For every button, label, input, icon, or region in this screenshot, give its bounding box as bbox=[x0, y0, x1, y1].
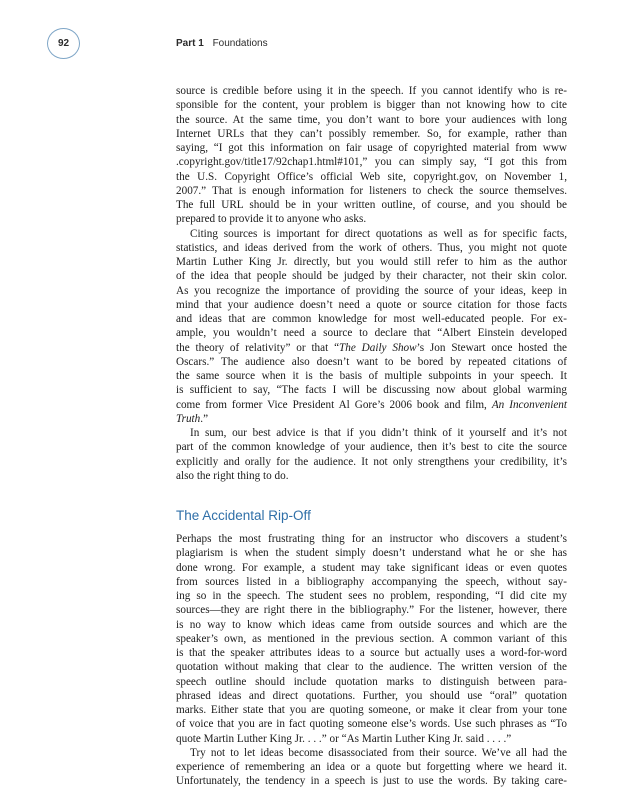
text-line: speech outline should include quotation marks to distinguish between para- bbox=[176, 675, 567, 688]
text-line: quote Martin Luther King Jr. . . .” or “As Martin Luther King Jr. said . . . .” bbox=[176, 732, 512, 745]
text-run: the theory of relativity” or that “ bbox=[176, 341, 340, 354]
text-line: phrased ideas and direct quotations. Further, you should use “oral” quotation bbox=[176, 689, 567, 702]
text-line: of voice that you are in fact quoting someone else’s words. Use such phrases as “To bbox=[176, 718, 567, 731]
text-line: experience of remembering an idea or a quote but forgetting where we heard it. bbox=[176, 761, 567, 773]
text-line: mind that your audience doesn’t need a quote or source citation for those facts bbox=[176, 298, 567, 311]
text-line: Internet URLs that they can’t possibly remember. So, for example, rather than bbox=[176, 127, 567, 140]
italic-title: The Daily Show bbox=[339, 341, 417, 354]
running-head bbox=[176, 38, 268, 49]
text-line: As you recognize the importance of providing the source of your ideas, keep in bbox=[176, 284, 567, 297]
text-line: part of the common knowledge of your audience, then it’s best to cite the source bbox=[176, 441, 567, 454]
page-number-badge bbox=[47, 28, 80, 59]
part-title: Foundations bbox=[212, 38, 268, 49]
text-line: is that the speaker attributes ideas to a source but actually uses a word-for-word bbox=[176, 647, 567, 659]
body-text-block-2 bbox=[176, 532, 567, 789]
text-line: also the right thing to do. bbox=[176, 469, 289, 482]
text-line: quotation without making that clear to the audience. The written version of the bbox=[176, 661, 567, 674]
text-line: the source. At the same time, you don’t want to bore your audiences with long bbox=[176, 113, 567, 126]
text-line: done wrong. For example, a student may take significant ideas or even quotes bbox=[176, 561, 567, 574]
text-line: sources—they are right there in the bibliography.” For the listener, however, there bbox=[176, 604, 567, 617]
text-line: Perhaps the most frustrating thing for an instructor who discovers a student’s bbox=[176, 533, 567, 545]
text-line: the same source when it is the basis of multiple subpoints in your speech. It bbox=[176, 370, 567, 382]
text-line bbox=[176, 398, 567, 412]
text-line bbox=[176, 412, 567, 426]
text-line: marks. Either state that you are quoting someone, or make it clear from your tone bbox=[176, 704, 567, 716]
text-line: and ideas that are common knowledge for most well-educated people. For ex- bbox=[176, 313, 567, 325]
page-number: 92 bbox=[57, 38, 70, 49]
part-label: Part 1 bbox=[176, 38, 204, 49]
text-line: Try not to let ideas become disassociated from their source. We’ve all had the bbox=[190, 746, 567, 759]
text-line: is sufficient to say, “The facts I will be discussing now about global warming bbox=[176, 384, 567, 397]
text-line: .copyright.gov/title17/92chap1.html#101,” you can simply say, “I got this from bbox=[176, 156, 567, 169]
text-run: ’s Jon Stewart once hosted the bbox=[416, 341, 568, 354]
text-line: saying, “I got this information on fair usage of copyrighted material from www bbox=[176, 142, 567, 154]
text-line: speaker’s own, as mentioned in the previous section. A common variant of this bbox=[176, 632, 567, 645]
text-run: come from former Vice President Al Gore’s 2006 book and film, bbox=[176, 398, 492, 411]
section-heading: The Accidental Rip-Off bbox=[176, 508, 311, 523]
text-line: is no way to know which ideas came from outside sources and which are the bbox=[176, 618, 567, 631]
text-line: Oscars.” The audience also doesn’t want to be bored by repeated citations of bbox=[176, 355, 567, 368]
text-line: statistics, and ideas derived from the work of others. Thus, you might not quote bbox=[176, 241, 567, 254]
text-line: plagiarism is when the student simply doesn’t understand what he or she has bbox=[176, 547, 567, 560]
text-line: In sum, our best advice is that if you didn’t think of it yourself and it’s not bbox=[190, 427, 567, 439]
page-body bbox=[176, 84, 567, 789]
text-line: Citing sources is important for direct quotations as well as for specific facts, bbox=[190, 227, 567, 240]
text-line: The full URL should be in your written outline, of course, and you should be bbox=[176, 199, 567, 211]
text-line: Martin Luther King Jr. directly, but you would still refer to him as the author bbox=[176, 256, 567, 268]
text-line: prepared to provide it to anyone who asks. bbox=[176, 213, 367, 226]
text-line: Unfortunately, the tendency in a speech is just to use the words. By taking care- bbox=[176, 775, 567, 788]
text-line: source is credible before using it in the speech. If you cannot identify who is re- bbox=[176, 85, 567, 97]
text-line: explicitly and orally for the audience. It not only strengthens your credibility, it’s bbox=[176, 455, 567, 468]
text-line: the U.S. Copyright Office’s official Web site, copyright.gov, on November 1, bbox=[176, 170, 567, 183]
italic-title: Truth bbox=[176, 412, 201, 425]
text-line: ample, you wouldn’t need a source to declare that “Albert Einstein developed bbox=[176, 327, 567, 340]
italic-title: An Inconvenient bbox=[491, 398, 568, 411]
text-line: from sources listed in a bibliography accompanying the speech, without say- bbox=[176, 575, 567, 588]
text-line: of the idea that people should be judged by their character, not their skin color. bbox=[176, 270, 567, 283]
text-run: .” bbox=[200, 412, 209, 425]
text-line bbox=[176, 341, 567, 355]
text-line: ing so in the speech. The student sees no problem, responding, “I did cite my bbox=[176, 590, 567, 602]
text-line: 2007.” That is enough information for listeners to check the source themselves. bbox=[176, 184, 567, 197]
body-text-block-1 bbox=[176, 84, 567, 483]
text-line: sponsible for the content, your problem is bigger than not knowing how to cite bbox=[176, 99, 567, 112]
